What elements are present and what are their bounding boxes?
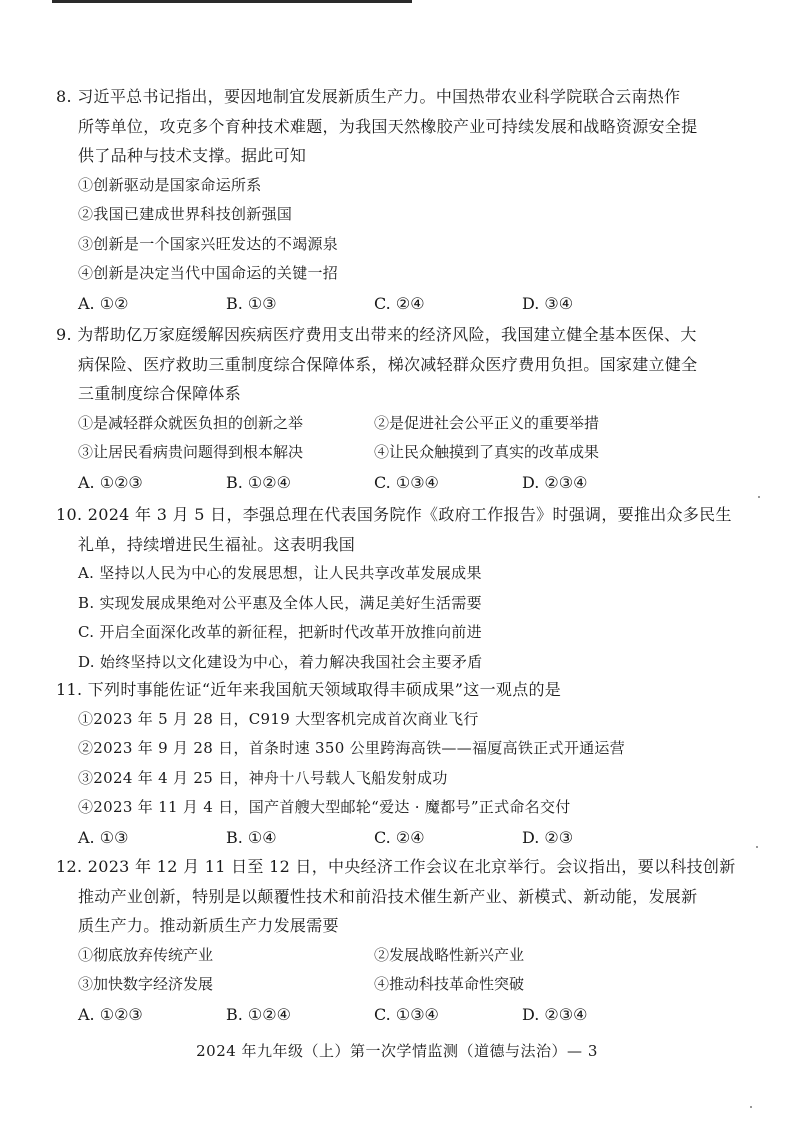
option-d: D. ③④	[522, 293, 574, 313]
option-d: D. ②③④	[522, 472, 588, 492]
question-stem: 三重制度综合保障体系	[78, 384, 242, 403]
page-footer: 2024 年九年级（上）第一次学情监测（道德与法治）— 3	[196, 1042, 598, 1060]
answer-options	[56, 823, 696, 853]
question-11	[56, 675, 696, 852]
statement: ①是减轻群众就医负担的创新之举	[78, 413, 304, 432]
answer-options	[56, 468, 696, 498]
question-stem: 推动产业创新，特别是以颠覆性技术和前沿技术催生新产业、新模式、新动能，发展新	[78, 886, 698, 906]
option-b: B. ①②④	[226, 1004, 291, 1024]
statement-row	[56, 409, 696, 439]
option-c: C. ①③④	[374, 472, 439, 492]
option-b: B. ①④	[226, 827, 277, 847]
question-9	[56, 320, 696, 497]
statement-row	[56, 438, 696, 468]
statement-row	[56, 970, 696, 1000]
statement: ④2023 年 11 月 4 日，国产首艘大型邮轮“爱达 · 魔都号”正式命名交付	[78, 798, 571, 816]
statement: ③让居民看病贵问题得到根本解决	[78, 443, 304, 461]
statement: ②是促进社会公平正义的重要举措	[374, 413, 600, 432]
statement: ④创新是决定当代中国命运的关键一招	[78, 264, 339, 282]
scan-speck	[756, 846, 758, 848]
statement: ①彻底放弃传统产业	[78, 945, 214, 964]
option-d: D. ②③	[522, 827, 574, 847]
question-stem: 病保险、医疗救助三重制度综合保障体系，梯次减轻群众医疗费用负担。国家建立健全	[78, 354, 698, 374]
choice-c: C. 开启全面深化改革的新征程，把新时代改革开放推向前进	[78, 623, 482, 641]
question-stem: 8. 习近平总书记指出，要因地制宜发展新质生产力。中国热带农业科学院联合云南热作	[56, 87, 681, 106]
statement: ③2024 年 4 月 25 日，神舟十八号载人飞船发射成功	[78, 768, 448, 787]
answer-options	[56, 1000, 696, 1030]
statement: ②我国已建成世界科技创新强国	[78, 205, 293, 223]
question-stem: 10. 2024 年 3 月 5 日，李强总理在代表国务院作《政府工作报告》时强调，要推出众多民生	[56, 505, 732, 524]
question-stem: 11. 下列时事能佐证“近年来我国航天领域取得丰硕成果”这一观点的是	[56, 680, 562, 699]
statement: ④让民众触摸到了真实的改革成果	[374, 443, 600, 461]
answer-options	[56, 289, 696, 319]
option-a: A. ①②③	[78, 472, 143, 492]
option-a: A. ①②	[78, 293, 129, 313]
option-a: A. ①③	[78, 827, 129, 847]
option-b: B. ①③	[226, 293, 277, 313]
scan-speck	[758, 496, 760, 498]
statement: ②2023 年 9 月 28 日，首条时速 350 公里跨海高铁——福厦高铁正式开通运营	[78, 739, 626, 757]
statement: ①2023 年 5 月 28 日，C919 大型客机完成首次商业飞行	[78, 709, 479, 728]
option-d: D. ②③④	[522, 1004, 588, 1024]
statement: ②发展战略性新兴产业	[374, 945, 525, 964]
choice-d: D. 始终坚持以文化建设为中心，着力解决我国社会主要矛盾	[78, 652, 483, 671]
scan-speck	[750, 1106, 752, 1108]
statement: ①创新驱动是国家命运所系	[78, 175, 262, 194]
question-12	[56, 852, 736, 1029]
option-c: C. ②④	[374, 827, 425, 847]
statement: ④推动科技革命性突破	[374, 975, 525, 993]
statement: ③加快数字经济发展	[78, 975, 214, 993]
option-c: C. ②④	[374, 293, 425, 313]
question-stem: 12. 2023 年 12 月 11 日至 12 日，中央经济工作会议在北京举行。会议指出，要以科技创新	[56, 857, 736, 876]
question-stem: 所等单位，攻克多个育种技术难题，为我国天然橡胶产业可持续发展和战略资源安全提	[78, 116, 698, 136]
question-10	[56, 500, 732, 677]
option-b: B. ①②④	[226, 472, 291, 492]
question-stem: 供了品种与技术支撑。据此可知	[78, 146, 307, 165]
question-8	[56, 82, 696, 318]
choice-a: A. 坚持以人民为中心的发展思想，让人民共享改革发展成果	[78, 564, 482, 582]
statement-row	[56, 941, 696, 971]
question-stem: 9. 为帮助亿万家庭缓解因疾病医疗费用支出带来的经济风险，我国建立健全基本医保、大	[56, 325, 697, 344]
choice-b: B. 实现发展成果绝对公平惠及全体人民，满足美好生活需要	[78, 593, 482, 612]
scan-edge-bar	[52, 0, 412, 3]
question-stem: 质生产力。推动新质生产力发展需要	[78, 916, 339, 935]
statement: ③创新是一个国家兴旺发达的不竭源泉	[78, 234, 339, 253]
option-a: A. ①②③	[78, 1004, 143, 1024]
option-c: C. ①③④	[374, 1004, 439, 1024]
question-stem: 礼单，持续增进民生福祉。这表明我国	[78, 534, 356, 554]
